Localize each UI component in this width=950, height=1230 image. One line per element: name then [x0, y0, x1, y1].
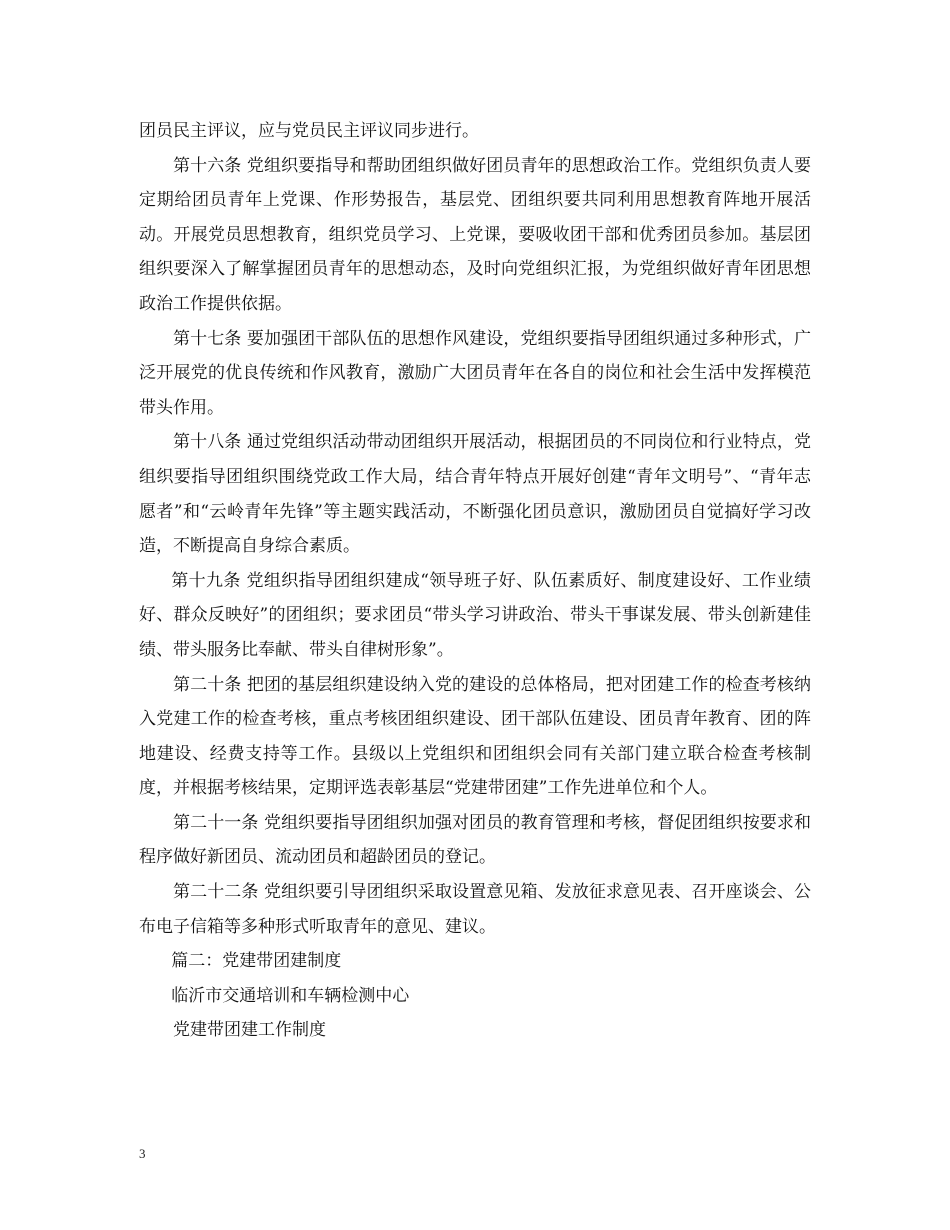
article-22: 第二十二条 党组织要引导团组织采取设置意见箱、发放征求意见表、召开座谈会、公布电子信箱等多种形式听取青年的意见、建议。 — [139, 882, 811, 937]
article-20: 第二十条 把团的基层组织建设纳入党的建设的总体格局，把对团建工作的检查考核纳入党建工作的检查考核，重点考核团组织建设、团干部队伍建设、团员青年教育、团的阵地建设、经费支持等工作。县级以上党组织和团组织会同有关部门建立联合检查考核制度，并根据考核结果，定期评选表彰基层“党建带团建”工作先进单位和个人。 — [139, 674, 811, 799]
article-21: 第二十一条 党组织要指导团组织加强对团员的教育管理和考核，督促团组织按要求和程序做好新团员、流动团员和超龄团员的登记。 — [139, 812, 811, 868]
document-body — [139, 114, 811, 1048]
article-16: 第十六条 党组织要指导和帮助团组织做好团员青年的思想政治工作。党组织负责人要定期给团员青年上党课、作形势报告，基层党、团组织要共同利用思想教育阵地开展活动。开展党员思想教育，组织党员学习、上党课，要吸收团干部和优秀团员参加。基层团组织要深入了解掌握团员青年的思想动态，及时向党组织汇报，为党组织做好青年团思想政治工作提供依据。 — [139, 155, 811, 314]
article-18: 第十八条 通过党组织活动带动团组织开展活动，根据团员的不同岗位和行业特点，党组织要指导团组织围绕党政工作大局，结合青年特点开展好创建“青年文明号”、“青年志愿者”和“云岭青年先锋”等主题实践活动，不断强化团员意识，激励团员自觉搞好学习改造，不断提高自身综合素质。 — [139, 432, 811, 557]
page-number: 3 — [139, 1146, 146, 1161]
document-subtitle: 党建带团建工作制度 — [173, 1020, 326, 1041]
article-19: 第十九条 党组织指导团组织建成“领导班子好、队伍素质好、制度建设好、工作业绩好、群众反映好”的团组织；要求团员“带头学习讲政治、带头干事谋发展、带头创新建佳绩、带头服务比奉献、带头自律树形象”。 — [139, 570, 811, 660]
organization-name: 临沂市交通培训和车辆检测中心 — [171, 985, 410, 1006]
paragraph-continuation: 团员民主评议，应与党员民主评议同步进行。 — [139, 121, 479, 141]
article-17: 第十七条 要加强团干部队伍的思想作风建设，党组织要指导团组织通过多种形式，广泛开展党的优良传统和作风教育，激励广大团员青年在各自的岗位和社会生活中发挥模范带头作用。 — [139, 328, 811, 418]
section-heading: 篇二：党建带团建制度 — [171, 951, 342, 972]
